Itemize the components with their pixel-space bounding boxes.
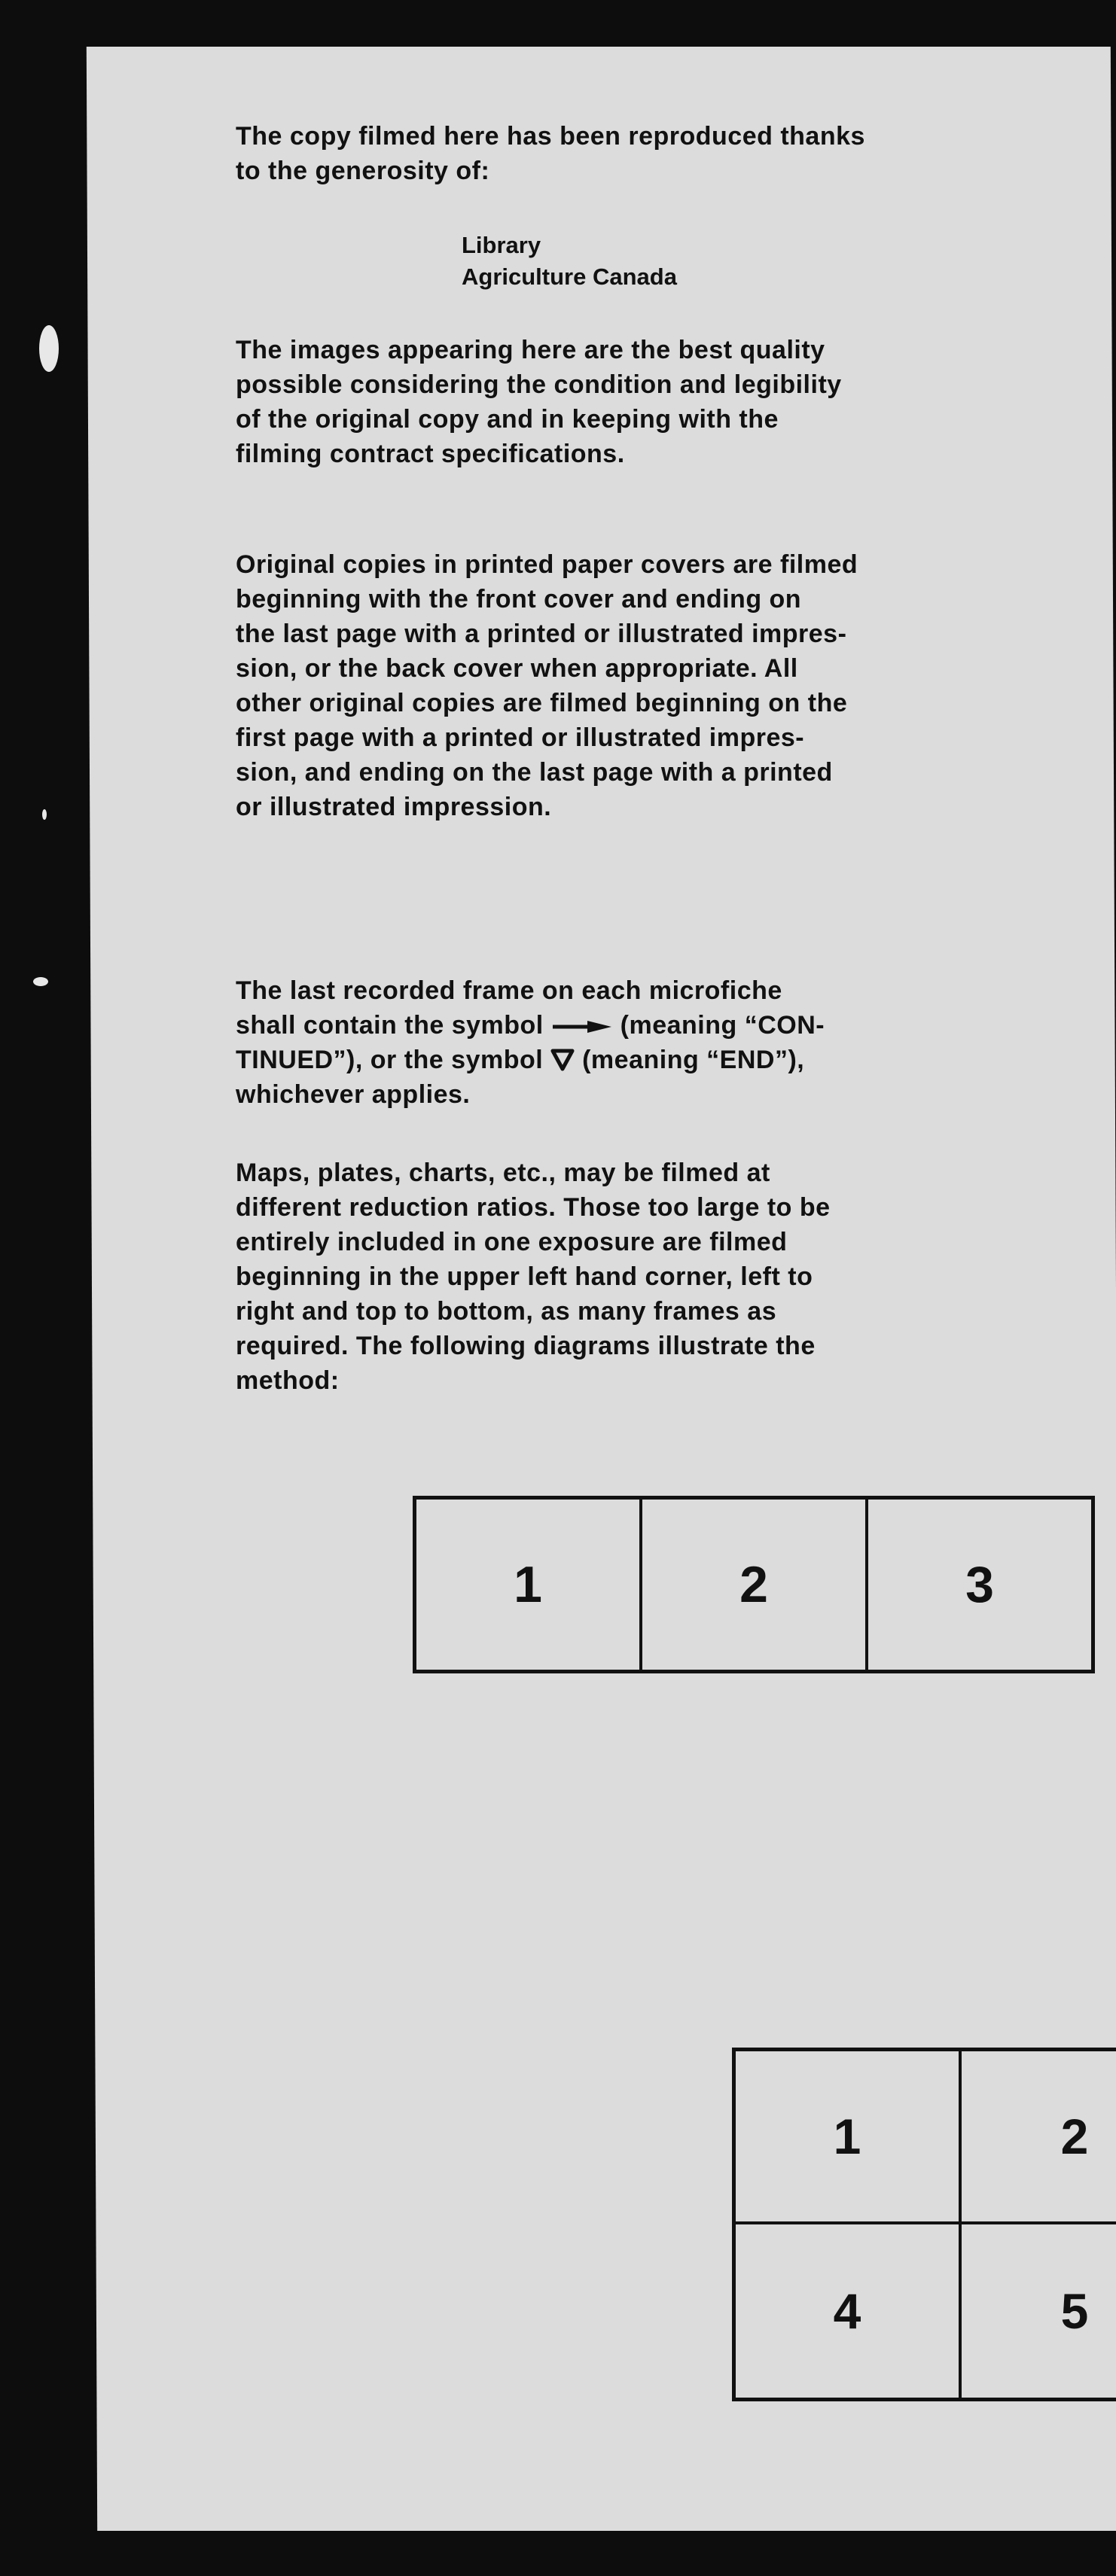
originals-line: the last page with a printed or illustrated impres- [236, 620, 847, 648]
quality-line: filming contract specifications. [236, 440, 625, 468]
symbols-line: whichever applies. [236, 1080, 471, 1109]
symbols-text: (meaning “CON- [620, 1011, 825, 1040]
frame-cell: 3 [865, 1500, 1091, 1670]
frame-grid-diagram [732, 2048, 1116, 2401]
library-credit [462, 230, 677, 293]
maps-line: Maps, plates, charts, etc., may be filmed at [236, 1159, 770, 1187]
maps-line: right and top to bottom, as many frames as [236, 1297, 777, 1326]
originals-line: sion, or the back cover when appropriate. All [236, 654, 798, 683]
symbols-paragraph [236, 973, 825, 1112]
frame-cell: 2 [639, 1500, 865, 1670]
originals-line: first page with a printed or illustrated impres- [236, 723, 805, 752]
maps-line: different reduction ratios. Those too large to be [236, 1193, 831, 1222]
quality-line: of the original copy and in keeping with the [236, 405, 779, 434]
library-institution: Agriculture Canada [462, 263, 677, 290]
symbols-text: shall contain the symbol [236, 1011, 544, 1040]
originals-line: or illustrated impression. [236, 793, 552, 821]
originals-line: other original copies are filmed beginning on the [236, 689, 848, 717]
frame-cell: 1 [514, 1556, 542, 1613]
maps-line: entirely included in one exposure are filmed [236, 1228, 788, 1256]
symbols-line [236, 1043, 825, 1077]
quality-line: The images appearing here are the best quality [236, 336, 825, 364]
end-triangle-icon [550, 1049, 575, 1071]
originals-line: beginning with the front cover and ending on [236, 585, 802, 614]
symbols-text: TINUED”), or the symbol [236, 1046, 544, 1074]
frame-cell: 4 [736, 2224, 962, 2398]
film-speck [33, 977, 48, 986]
quality-paragraph [236, 333, 842, 471]
symbols-line [236, 1008, 825, 1043]
maps-paragraph [236, 1156, 831, 1398]
originals-line: Original copies in printed paper covers are filmed [236, 550, 858, 579]
frame-cell: 5 [1060, 2283, 1089, 2339]
intro-paragraph [236, 119, 865, 188]
originals-line: sion, and ending on the last page with a printed [236, 758, 833, 787]
frame-cell: 2 [962, 2051, 1116, 2224]
originals-paragraph [236, 547, 858, 824]
frame-cell: 1 [736, 2051, 962, 2224]
frame-row-diagram [413, 1496, 1095, 1673]
maps-line: method: [236, 1366, 340, 1395]
symbols-text: (meaning “END”), [582, 1046, 805, 1074]
library-name: Library [462, 232, 541, 258]
continued-arrow-icon [551, 1019, 613, 1034]
maps-line: required. The following diagrams illustrate the [236, 1332, 816, 1360]
film-speck [39, 325, 59, 372]
quality-line: possible considering the condition and legibility [236, 370, 842, 399]
intro-line: to the generosity of: [236, 157, 490, 185]
maps-line: beginning in the upper left hand corner, left to [236, 1262, 813, 1291]
symbols-line: The last recorded frame on each microfiche [236, 976, 782, 1005]
intro-line: The copy filmed here has been reproduced thanks [236, 122, 865, 151]
film-speck [42, 809, 47, 820]
